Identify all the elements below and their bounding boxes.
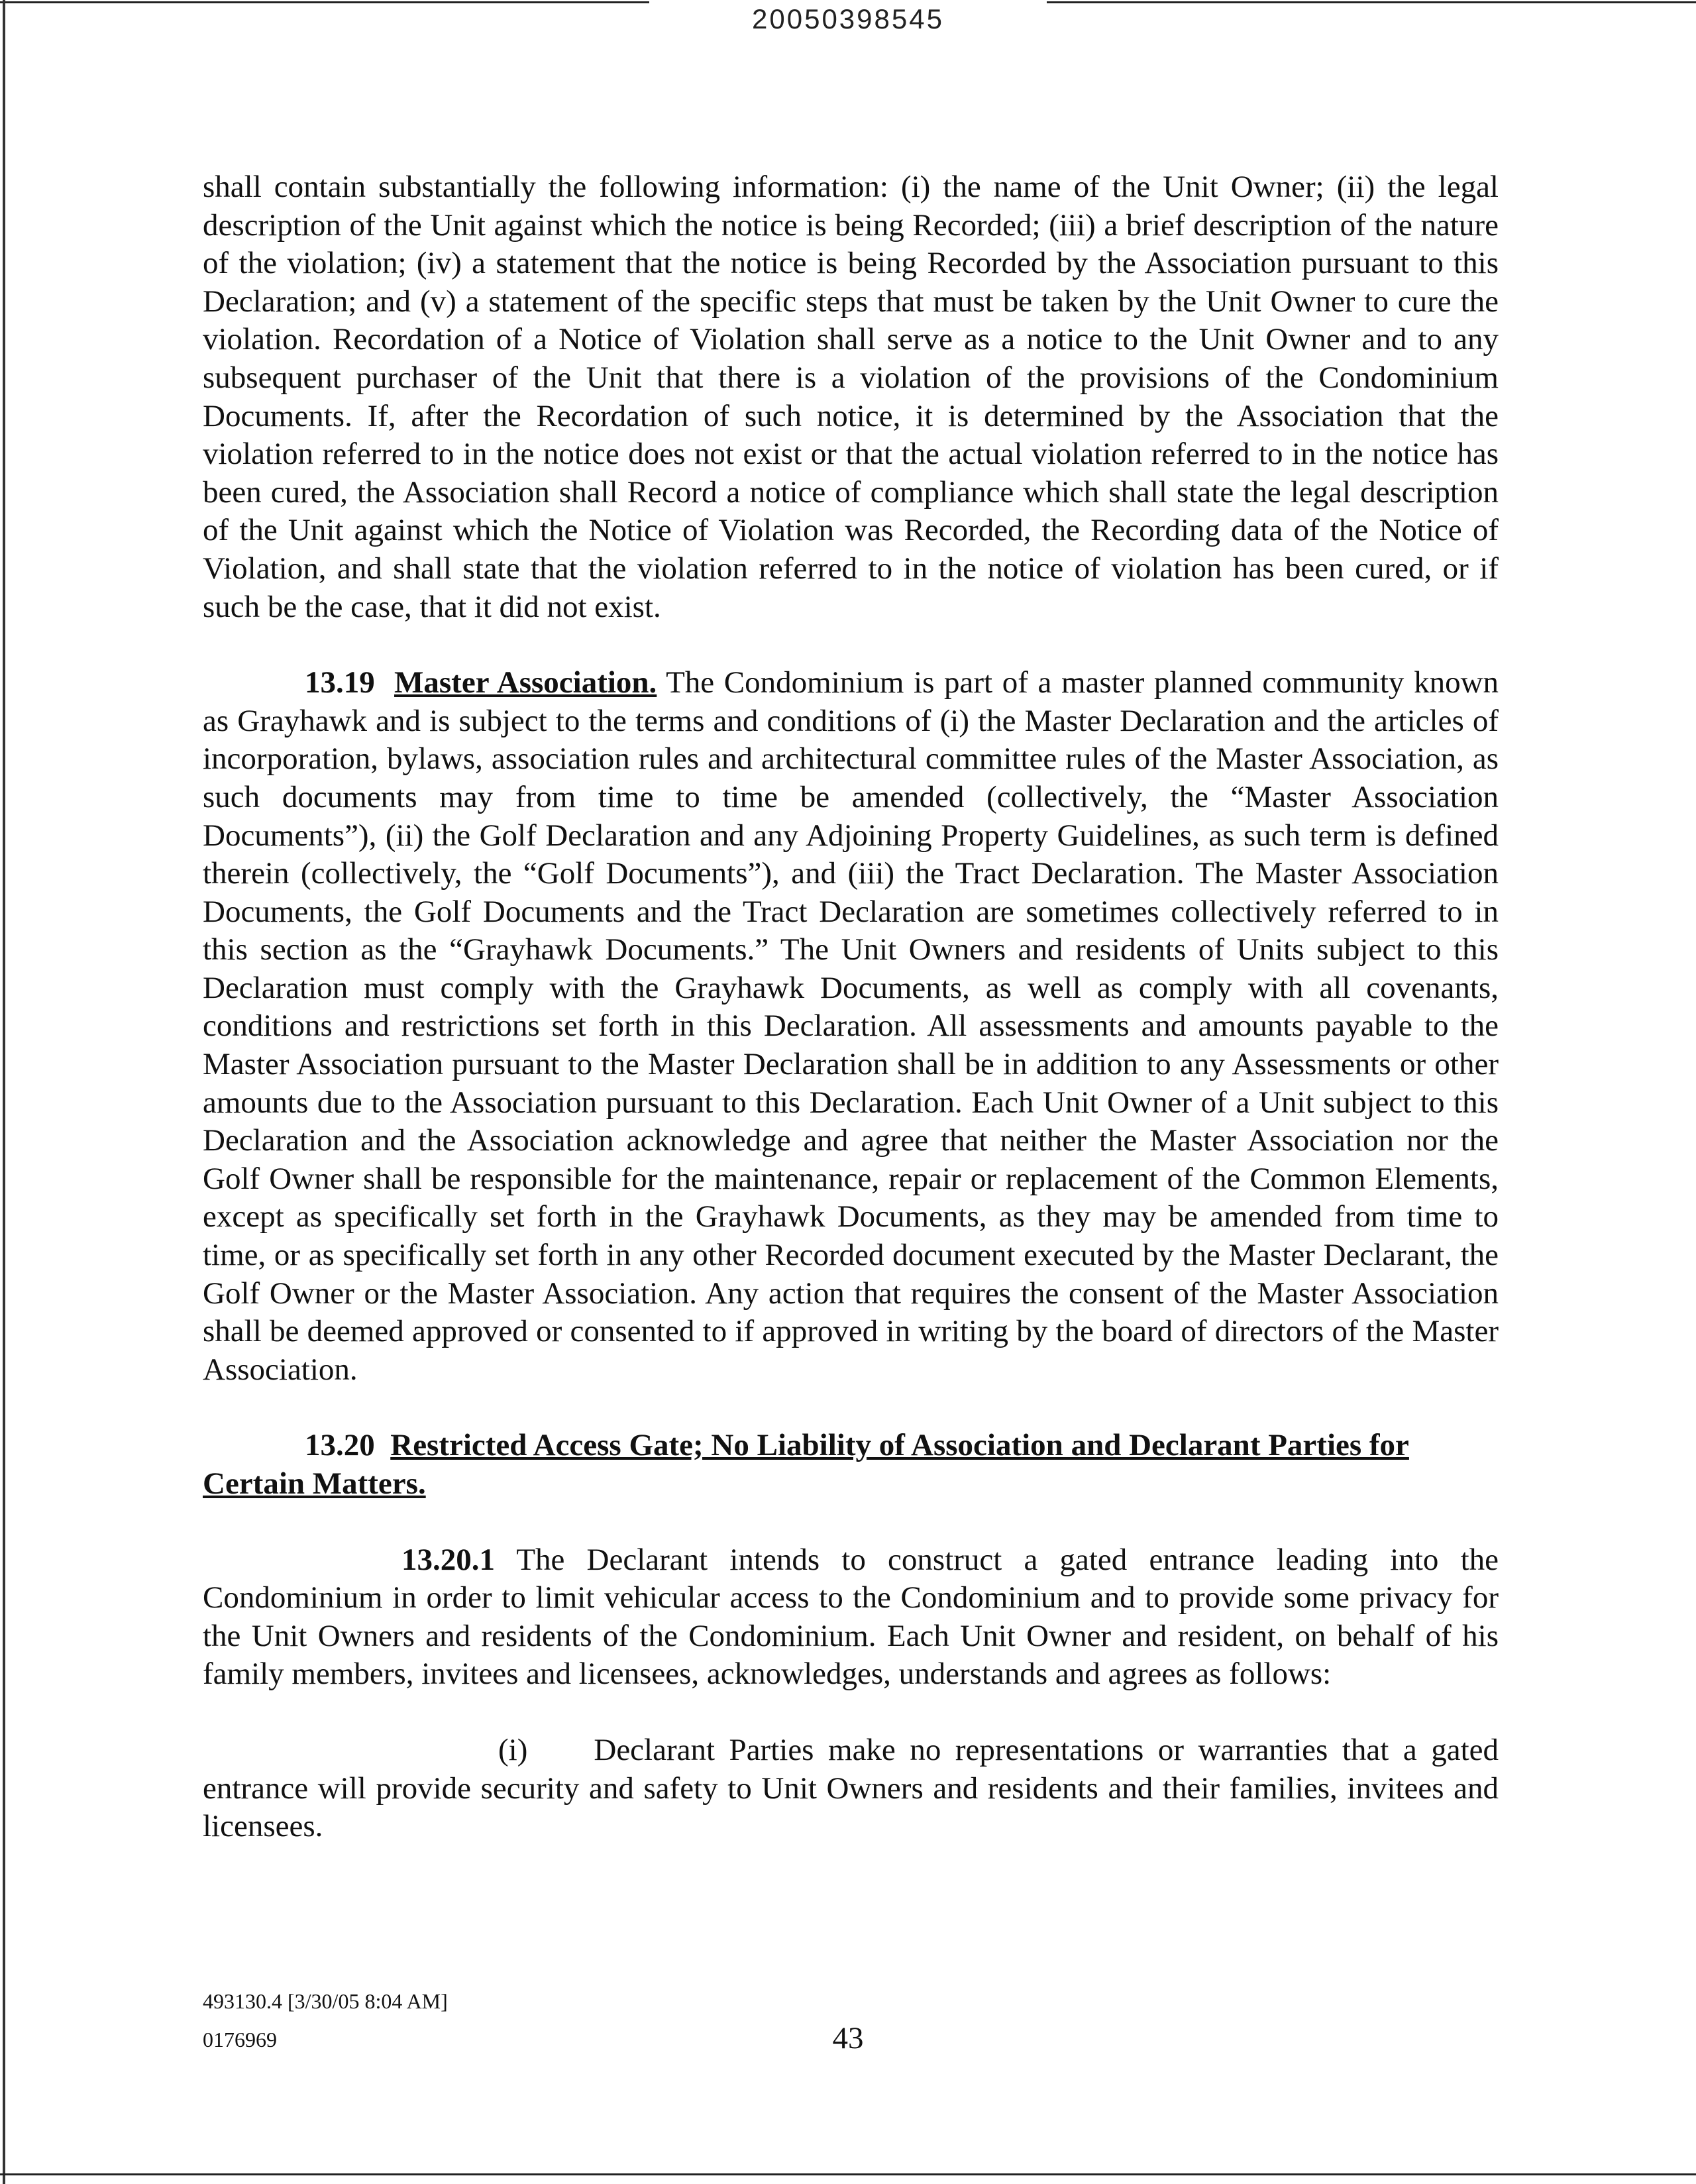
footer-file-number: 0176969 — [203, 2028, 277, 2051]
continuation-paragraph: shall contain substantially the following information: (i) the name of the Unit Owner; (ii) the legal description of the Unit against which the notice is being Recorded; (iii) a brief description of the nature of the violation; (iv) a statement that the notice is being Recorded by the Association pursuant to this Declaration; and (v) a statement of the specific steps that must be taken by the Unit Owner to cure the violation. Recordation of a Notice of Violation shall serve as a notice to the Unit Owner and to any subsequent purchaser of the Unit that there is a violation of the provisions of the Condominium Documents. If, after the Recordation of such notice, it is determined by the Association that the violation referred to in the notice does not exist or that the actual violation referred to in the notice has been cured, the Association shall Record a notice of compliance which shall state the legal description of the Unit against which the Notice of Violation was Recorded, the Recording data of the Notice of Violation, and shall state that the violation referred to in the notice of violation has been cured, or if such be the case, that it did not exist. — [203, 170, 1499, 624]
list-item-i — [203, 1731, 1499, 1846]
recording-number: 20050398545 — [752, 3, 944, 34]
section-13-20-heading — [203, 1427, 1499, 1503]
section-title: Master Association. — [394, 665, 657, 700]
list-item-text: Declarant Parties make no representations or warranties that a gated entrance will provide security and safety to Unit Owners and residents and their families, invitees and licensees. — [203, 1732, 1499, 1844]
section-number: 13.20 — [305, 1428, 375, 1463]
subsection-text: The Declarant intends to construct a gated entrance leading into the Condominium in order to limit vehicular access to the Condominium and to provide some privacy for the Unit Owners and residents of the Condominium. Each Unit Owner and resident, on behalf of his family members, invitees and licensees, acknowledges, understands and agrees as follows: — [203, 1542, 1499, 1692]
section-13-20-1-paragraph — [203, 1541, 1499, 1694]
scan-left-edge — [3, 0, 5, 2184]
section-13-19-paragraph — [203, 664, 1499, 1389]
bottom-border — [0, 2173, 1696, 2175]
section-title: Restricted Access Gate; No Liability of Association and Declarant Parties for Certain Matters. — [203, 1428, 1409, 1501]
page-number: 43 — [832, 2021, 864, 2055]
list-item-label: (i) — [498, 1732, 528, 1767]
section-number: 13.19 — [305, 665, 375, 700]
subsection-number: 13.20.1 — [401, 1542, 495, 1577]
document-body — [203, 168, 1499, 1846]
footer-doc-code: 493130.4 [3/30/05 8:04 AM] — [203, 1989, 448, 2013]
section-text: The Condominium is part of a master planned community known as Grayhawk and is subject to the terms and conditions of (i) the Master Declaration and the articles of incorporation, bylaws, association rules and architectural committee rules of the Master Association, as such documents may from time to time be amended (collectively, the “Master Association Documents”), (ii) the Golf Declaration and any Adjoining Property Guidelines, as such term is defined therein (collectively, the “Golf Documents”), and (iii) the Tract Declaration. The Master Association Documents, the Golf Documents and the Tract Declaration are sometimes collectively referred to in this section as the “Grayhawk Documents.” The Unit Owners and residents of Units subject to this Declaration must comply with the Grayhawk Documents, as well as comply with all covenants, conditions and restrictions set forth in this Declaration. All assessments and amounts payable to the Master Association pursuant to the Master Declaration shall be in addition to any Assessments or other amounts due to the Association pursuant to this Declaration. Each Unit Owner of a Unit subject to this Declaration and the Association acknowledge and agree that neither the Master Association nor the Golf Owner shall be responsible for the maintenance, repair or replacement of the Common Elements, except as specifically set forth in the Grayhawk Documents, as they may be amended from time to time, or as specifically set forth in any other Recorded document executed by the Master Declarant, the Golf Owner or the Master Association. Any action that requires the consent of the Master Association shall be deemed approved or consented to if approved in writing by the board of directors of the Master Association. — [203, 665, 1499, 1387]
